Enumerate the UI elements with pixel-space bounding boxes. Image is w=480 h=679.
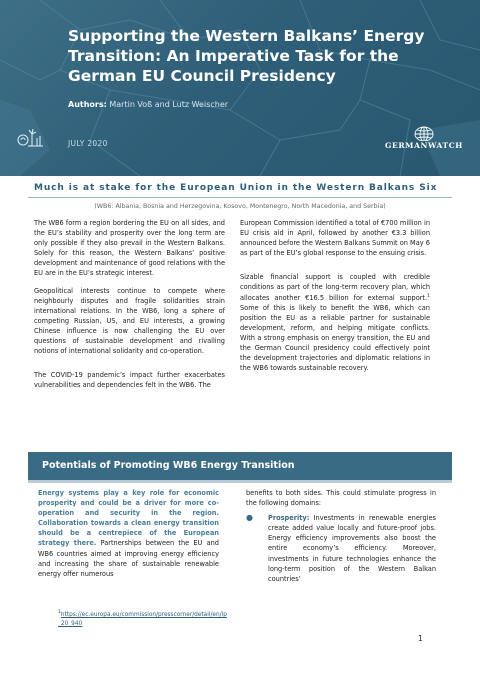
bullet-label: Prosperity:: [268, 514, 310, 523]
section-subheading: (WB6: Albania, Bosnia and Herzegovina, Kosovo, Montenegro, North Macedonia, and Serbia): [94, 203, 386, 210]
header-banner: [0, 0, 480, 176]
paragraph: The COVID-19 pandemic’s impact further exacerbates vulnerabilities and dependencies felt in the WB6. The: [34, 371, 225, 390]
bullet-icon: ●: [246, 513, 253, 523]
footnote: [58, 611, 228, 628]
document-title: Supporting the Western Balkans’ Energy Transition: An Imperative Task for the German EU Council Presidency: [68, 27, 425, 85]
authors-line: [68, 100, 228, 109]
list-item-text: [258, 513, 436, 584]
section-banner-potentials: [28, 452, 452, 480]
paragraph: [38, 488, 219, 579]
paragraph: benefits to both sides. This could stimulate progress in the following domains:: [246, 489, 436, 508]
list-item: [246, 513, 436, 584]
footnote-marker: 1: [58, 610, 61, 616]
germanwatch-logo[interactable]: [384, 125, 464, 161]
left-column-bottom: [38, 488, 219, 579]
paragraph: The WB6 form a region bordering the EU on all sides, and the EU’s stability and prosperity over the long term are only possible if they also prevail in the Western Balkans. Solely for this reason, the Western Balkans’ positive development and maintenance of good relations with the EU are in the EU’s strategic interest.: [34, 219, 225, 278]
right-column-bottom: [246, 488, 436, 584]
paragraph: European Commission identified a total of €700 million in EU crisis aid in April, followed by another €3.3 billion announced before the Western Balkans Summit on May 6 as part of the EU’s global response to the ensuing crisis.: [240, 219, 430, 258]
energy-icons: [16, 126, 44, 148]
paragraph-text: Partnerships between the EU and WB6 countries aimed at improving energy efficiency and increasing the share of sustainable renewable energy offer numerous: [38, 539, 219, 578]
logo-text: GERMANWATCH: [385, 141, 463, 150]
authors-names: Martin Voß and Lutz Weischer: [109, 100, 229, 109]
highlighted-text: Energy systems play a key role for economic prosperity and could be a driver for more co-operation and security in the region. Collaboration towards a clean energy transition should be a centrepiece of the European strategy there.: [38, 489, 219, 548]
publication-date: JULY 2020: [68, 139, 108, 148]
paragraph-text: Some of this is likely to benefit the WB6, which can position the EU as a reliable partner for sustainable development, reform, and helping mitigate conflicts. With a strong emphasis on energy transition, the EU and the German Council presidency could effectively point the development trajectories and diplomatic relations in the WB6 towards sustainable recovery.: [240, 303, 430, 373]
left-column-top: [34, 218, 225, 390]
paragraph: Geopolitical interests continue to compete where neighbourly disputes and fragile solidarities strain international relations. In the WB6, long a sphere of competing Russian, US, and EU interests, a growing Chinese influence is now challenging the EU over questions of sustainable development and rivalling notions of international solidarity and co-operation.: [34, 286, 225, 356]
section-heading-potentials: Potentials of Promoting WB6 Energy Transition: [42, 460, 295, 471]
section-heading-stake: Much is at stake for the European Union in the Western Balkans Six: [34, 183, 438, 193]
paragraph: [240, 272, 430, 373]
bullet-body: Investments in renewable energies create added value locally and future-proof jobs. Energy efficiency improvements also boost the entire economy’s efficiency. Moreover, investments in future technologies enhance the long-term position of the Western Balkan countries’: [268, 514, 436, 583]
right-column-top: [240, 218, 430, 373]
footnote-ref[interactable]: 1: [427, 293, 430, 299]
divider: [28, 197, 452, 198]
footnote-link[interactable]: https://ec.europa.eu/commission/presscorner/detail/en/ip_20_940: [58, 612, 227, 627]
globe-icon: [384, 125, 464, 141]
authors-label: Authors:: [68, 100, 107, 109]
page-number: 1: [418, 634, 423, 643]
paragraph-text: Sizable financial support is coupled with credible conditions as part of the long-term recovery plan, which allocates another €16.5 billion for external support.: [240, 273, 430, 302]
